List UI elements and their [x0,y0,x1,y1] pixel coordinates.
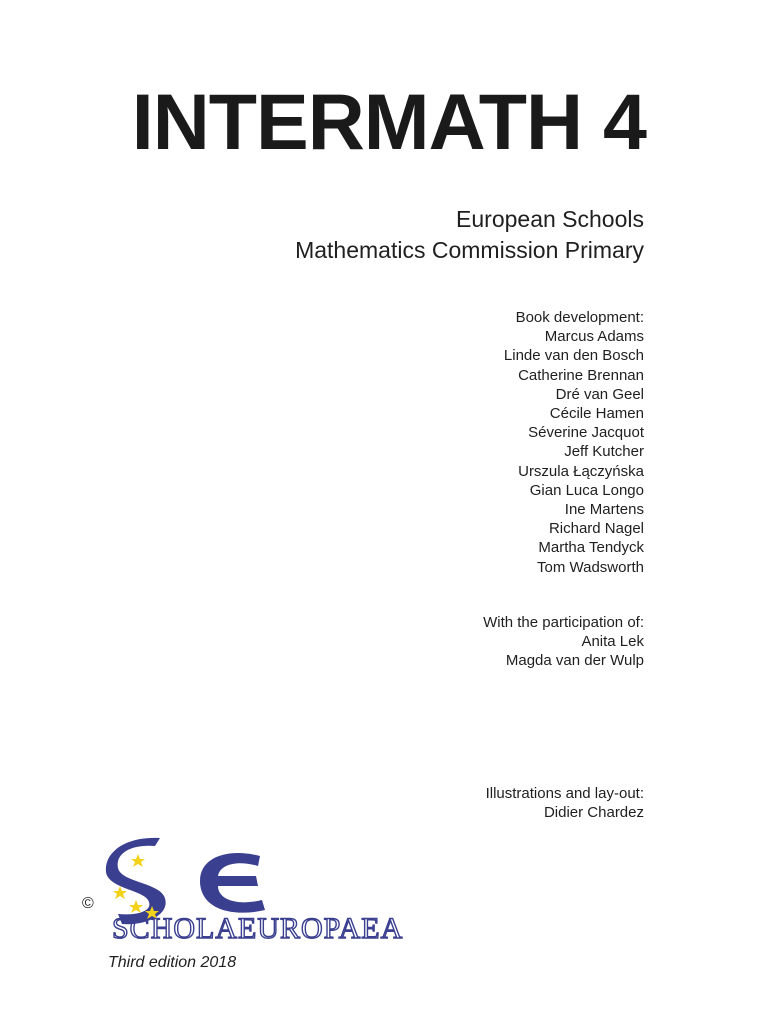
participation-heading: With the participation of: [483,614,644,631]
logo-wordmark: SCHOLAEUROPAEA [112,912,404,945]
author-name: Catherine Brennan [518,366,644,384]
book-title: INTERMATH 4 [131,77,646,166]
illustrator-name: Didier Chardez [543,804,644,822]
author-name: Ine Martens [564,501,644,519]
subtitle-line-1: European Schools [456,206,644,232]
copyright-icon: © [82,895,94,912]
author-name: Tom Wadsworth [537,558,644,576]
illustrations-credits [486,784,644,822]
author-name: Richard Nagel [548,520,644,538]
logo-e-figure-icon [200,853,265,913]
author-name: Gian Luca Longo [529,481,644,499]
book-development-credits [504,308,644,577]
author-name: Séverine Jacquot [528,424,644,442]
book-development-heading: Book development: [515,309,644,326]
subtitle-line-2: Mathematics Commission Primary [295,237,644,263]
author-name: Cécile Hamen [549,405,644,423]
author-name: Marcus Adams [544,328,644,346]
author-name: Urszula Łączyńska [518,462,644,480]
illustrations-heading: Illustrations and lay-out: [485,785,644,802]
author-name: Dré van Geel [555,385,644,403]
schola-europaea-logo [60,826,430,956]
author-name: Martha Tendyck [538,539,644,557]
participant-name: Anita Lek [581,633,644,651]
author-name: Jeff Kutcher [564,443,644,461]
author-name: Linde van den Bosch [503,347,644,365]
participation-credits [483,613,644,671]
participant-name: Magda van der Wulp [505,652,644,670]
edition-label: Third edition 2018 [108,954,237,971]
subtitle [295,204,644,266]
